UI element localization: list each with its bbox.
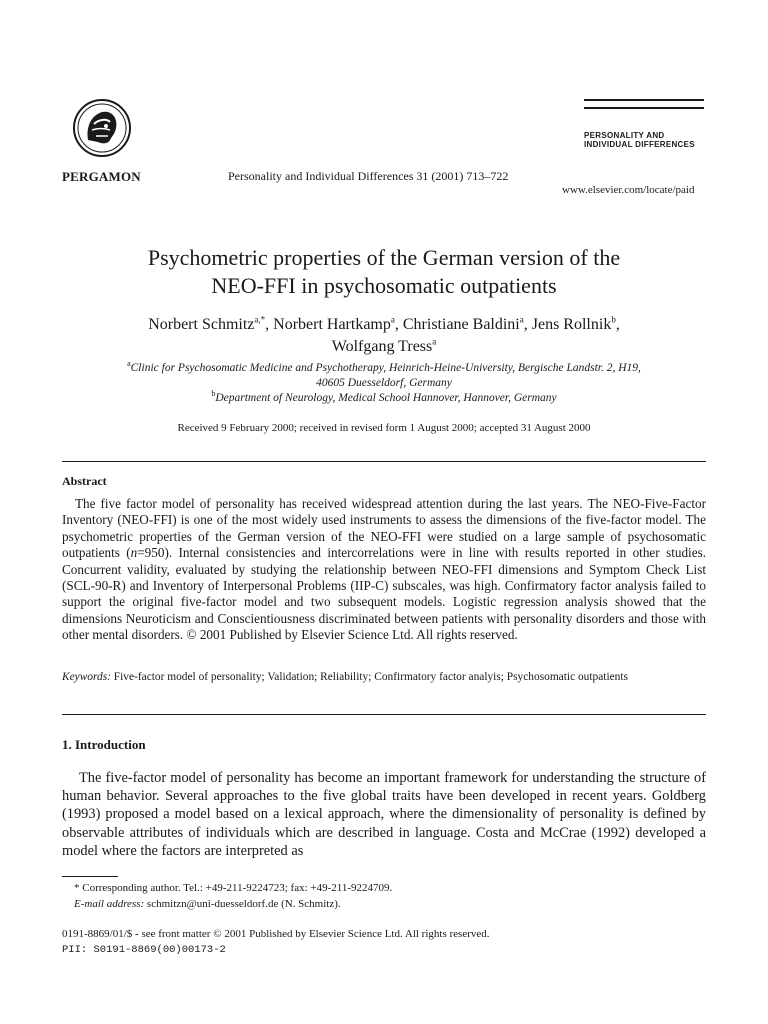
pii-line: PII: S0191-8869(00)00173-2	[62, 944, 226, 956]
author-affil-mark: a	[390, 314, 395, 325]
section-heading-introduction: 1. Introduction	[62, 737, 146, 752]
author-separator: ,	[394, 316, 403, 333]
footnote	[62, 880, 706, 912]
author-affil-mark: a,*	[254, 314, 266, 325]
divider	[62, 714, 706, 715]
author-list	[64, 314, 704, 358]
issn-block	[62, 926, 490, 958]
article-title-line2: NEO-FFI in psychosomatic outpatients	[211, 273, 557, 298]
email-label: E-mail address:	[74, 898, 145, 910]
affiliations	[64, 361, 704, 406]
article-title	[64, 244, 704, 300]
abstract-n-symbol: n	[130, 545, 138, 561]
author-name: Wolfgang Tress	[331, 338, 433, 355]
journal-header-rules	[584, 99, 704, 115]
publisher-name: PERGAMON	[62, 169, 141, 184]
divider	[62, 461, 706, 462]
author-separator: ,	[265, 316, 274, 333]
affiliation-b: Department of Neurology, Medical School Hannover, Hannover, Germany	[215, 392, 557, 404]
author-name: Christiane Baldini	[402, 316, 520, 333]
author-name: Jens Rollnik	[531, 316, 612, 333]
introduction-paragraph: The five-factor model of personality has become an important framework for understanding the structure of human behavior. Several approaches to the five global traits have been developed in recent years. Goldberg (1993) proposed a model based on a lexical approach, where the dimensionality of personality is defined by observable attributes of individuals which are described in language. Costa and McCrae (1992) developed a model where the factors are interpreted as	[62, 770, 706, 859]
author-affil-mark: a	[432, 336, 437, 347]
journal-url-link[interactable]: www.elsevier.com/locate/paid	[562, 184, 695, 196]
author-separator: ,	[615, 316, 620, 333]
received-dates: Received 9 February 2000; received in revised form 1 August 2000; accepted 31 August 2000	[177, 422, 591, 434]
introduction-text	[62, 769, 706, 860]
email-address-link[interactable]: schmitzn@uni-duesseldorf.de (N. Schmitz).	[146, 898, 341, 910]
keywords-label: Keywords:	[62, 671, 111, 683]
journal-citation: Personality and Individual Differences 31 (2001) 713–722	[228, 169, 509, 183]
keywords-text: Five-factor model of personality; Validation; Reliability; Confirmatory factor analyis; Psychosomatic outpatients	[113, 671, 628, 683]
author-affil-mark: b	[611, 314, 616, 325]
journal-brand	[584, 131, 695, 149]
author-separator: ,	[523, 316, 532, 333]
corresponding-author-note: * Corresponding author. Tel.: +49-211-9224723; fax: +49-211-9224709.	[74, 882, 393, 894]
footnote-rule	[62, 876, 118, 877]
abstract-text	[62, 496, 706, 644]
issn-line: 0191-8869/01/$ - see front matter © 2001 Published by Elsevier Science Ltd. All rights reserved.	[62, 928, 490, 940]
affil-mark-a: a	[127, 359, 131, 369]
author-name: Norbert Hartkamp	[273, 316, 391, 333]
author-affil-mark: a	[519, 314, 524, 325]
abstract-heading: Abstract	[62, 474, 107, 488]
journal-brand-line2: INDIVIDUAL DIFFERENCES	[584, 140, 695, 149]
journal-brand-line1: PERSONALITY AND	[584, 131, 665, 140]
affiliation-a-line2: 40605 Duesseldorf, Germany	[316, 377, 452, 389]
affiliation-a-line1: Clinic for Psychosomatic Medicine and Psychotherapy, Heinrich-Heine-University, Bergische Landstr. 2, H19,	[130, 362, 641, 374]
author-name: Norbert Schmitz	[148, 316, 255, 333]
keywords	[62, 670, 706, 685]
article-title-line1: Psychometric properties of the German version of the	[147, 245, 621, 270]
publisher-logo-icon	[72, 98, 132, 158]
abstract-part1: The five factor model of personality has received widespread attention during the last years. The NEO-Five-Factor Inventory (NEO-FFI) is one of the most widely used instruments to assess the dimensions of the five-factor model. The psychometric properties of the German version of the NEO-FFI were studied on a large sample of psychosomatic outpatients (	[62, 496, 706, 561]
abstract-part2: =950). Internal consistencies and intercorrelations were in line with results reported in other studies. Concurrent validity, evaluated by studying the relationship between NEO-FFI dimensions and Symptom Check List (SCL-90-R) and Inventory of Interpersonal Problems (IIP-C) subscales, was high. Confirmatory factor analysis failed to support the original five-factor model and two subsequent models. Logistic regression analysis showed that the dimensions Neuroticism and Conscientiousness discriminated between patients with personality disorders and those with other mental disorders. © 2001 Published by Elsevier Science Ltd. All rights reserved.	[62, 545, 706, 643]
affil-mark-b: b	[211, 389, 216, 399]
